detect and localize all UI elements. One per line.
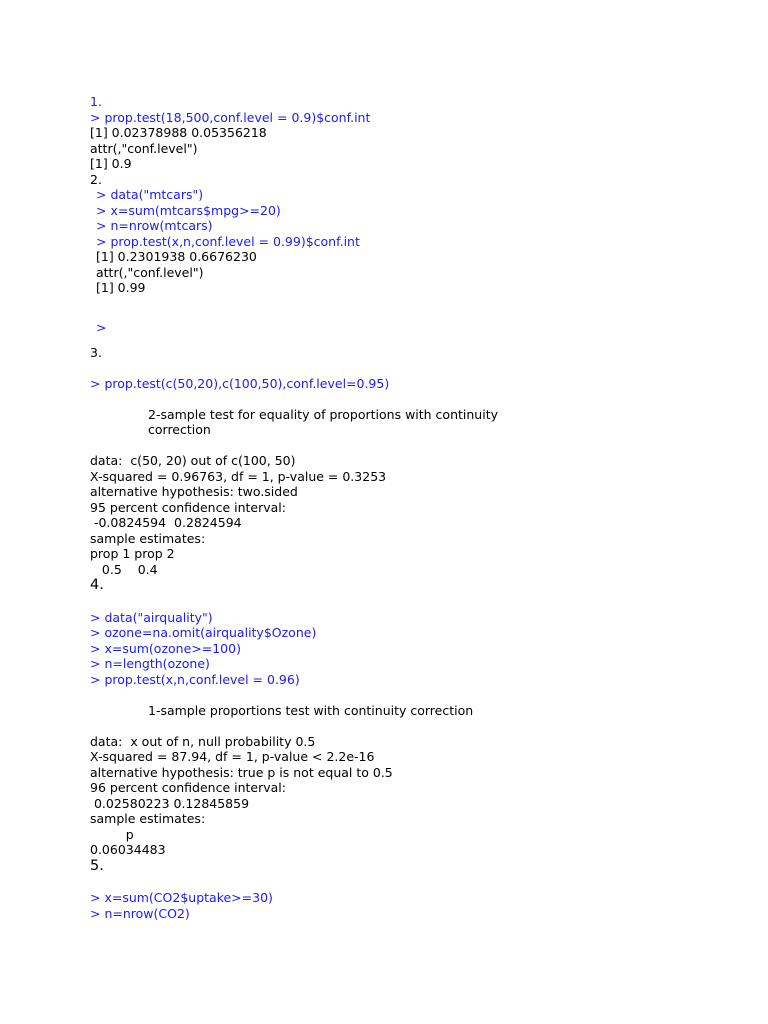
section-3-output-line: sample estimates: xyxy=(90,530,206,546)
section-5-command: > n=nrow(CO2) xyxy=(90,905,190,921)
section-1-number: 1. xyxy=(90,94,102,109)
section-3-number: 3. xyxy=(90,344,102,360)
section-5-command: > x=sum(CO2$uptake>=30) xyxy=(90,890,273,905)
section-1-output-line: [1] 0.02378988 0.05356218 xyxy=(90,125,267,140)
section-5-number: 5. xyxy=(90,857,104,874)
section-3-output-line: 95 percent confidence interval: xyxy=(90,499,286,515)
section-2-number: 2. xyxy=(90,171,102,187)
section-3-output-line: data: c(50, 20) out of c(100, 50) xyxy=(90,453,296,468)
section-4-output-line: sample estimates: xyxy=(90,811,206,826)
section-4-command: > prop.test(x,n,conf.level = 0.96) xyxy=(90,671,300,687)
section-4-command: > data("airquality") xyxy=(90,609,213,625)
document-page xyxy=(90,94,730,921)
section-1-output-line: [1] 0.9 xyxy=(90,156,132,171)
section-4-test-title: 1-sample proportions test with continuity correction xyxy=(148,702,474,718)
section-2-prompt: > xyxy=(96,320,107,335)
section-3-command: > prop.test(c(50,20),c(100,50),conf.level=0.95) xyxy=(90,375,390,391)
section-3-output-line: -0.0824594 0.2824594 xyxy=(90,515,242,530)
section-2-output-line: [1] 0.99 xyxy=(96,280,146,295)
section-4-output-line: 96 percent confidence interval: xyxy=(90,780,286,795)
section-4-output-line: X-squared = 87.94, df = 1, p-value < 2.2e-16 xyxy=(90,749,375,764)
section-3-output-line: prop 1 prop 2 xyxy=(90,546,175,561)
section-1-command: > prop.test(18,500,conf.level = 0.9)$conf.int xyxy=(90,109,371,125)
section-4-number: 4. xyxy=(90,577,104,593)
section-2-command: > x=sum(mtcars$mpg>=20) xyxy=(96,202,281,218)
section-3-output-line: alternative hypothesis: two.sided xyxy=(90,484,298,499)
section-4-output-line: alternative hypothesis: true p is not equal to 0.5 xyxy=(90,764,393,780)
section-2-command: > prop.test(x,n,conf.level = 0.99)$conf.int xyxy=(96,233,360,249)
section-4-output-line: data: x out of n, null probability 0.5 xyxy=(90,733,316,749)
section-4-output-line: 0.06034483 xyxy=(90,842,166,857)
section-3-output-line: X-squared = 0.96763, df = 1, p-value = 0.3253 xyxy=(90,468,387,484)
section-2-output-line: [1] 0.2301938 0.6676230 xyxy=(96,249,257,264)
section-4-output-line: p xyxy=(90,826,134,842)
section-3-output-line: 0.5 0.4 xyxy=(90,561,158,577)
section-3-test-title: 2-sample test for equality of proportions with continuity xyxy=(148,406,498,422)
section-4-command: > n=length(ozone) xyxy=(90,656,210,671)
section-3-test-title: correction xyxy=(148,422,211,437)
section-1-output-line: attr(,"conf.level") xyxy=(90,140,198,156)
section-2-output-line: attr(,"conf.level") xyxy=(96,264,204,280)
section-2-command: > data("mtcars") xyxy=(96,187,204,202)
section-4-output-line: 0.02580223 0.12845859 xyxy=(90,795,250,811)
section-4-command: > ozone=na.omit(airquality$Ozone) xyxy=(90,625,317,640)
section-4-command: > x=sum(ozone>=100) xyxy=(90,640,241,656)
section-2-command: > n=nrow(mtcars) xyxy=(96,218,213,233)
